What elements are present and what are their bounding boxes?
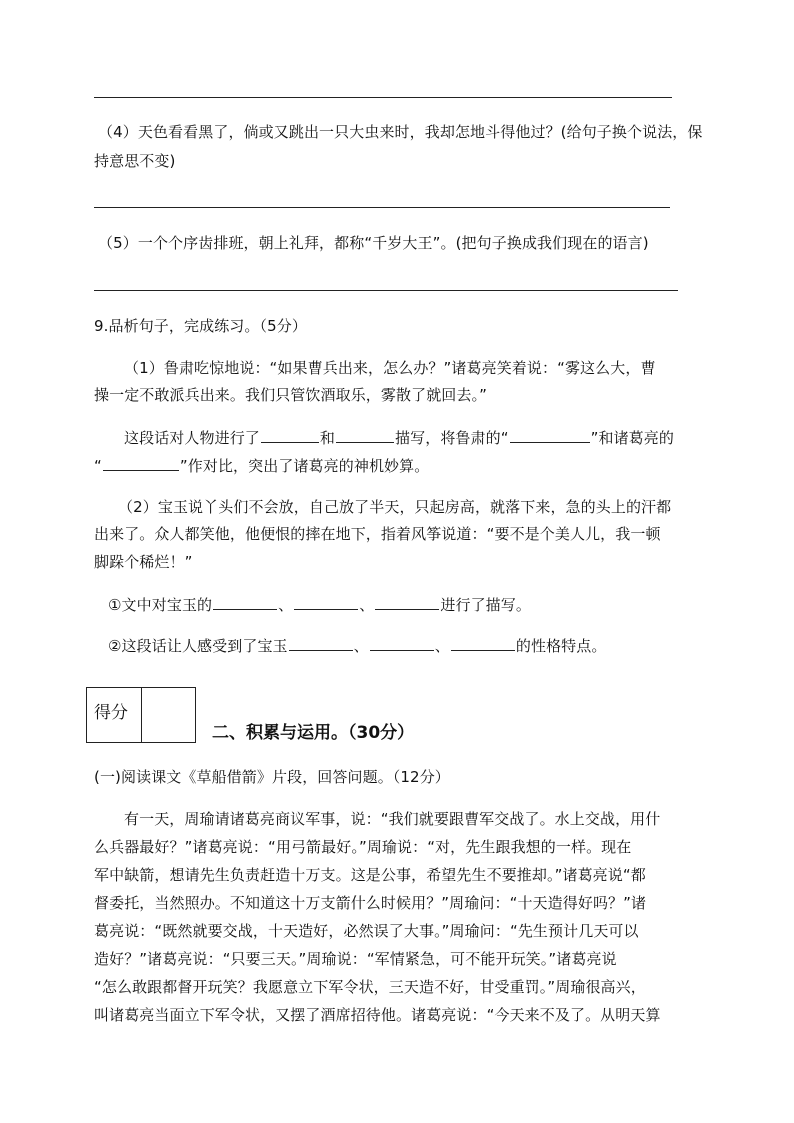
blank-baoyu-trait-1[interactable] (289, 634, 353, 651)
q9-p2-line2: 出来了。众人都笑他，他便恨的摔在地下，指着风筝说道：“要不是个美人儿，我一顿 (94, 525, 661, 543)
blank-description-2[interactable] (336, 426, 394, 443)
q9-heading: 9.品析句子，完成练习。（5分） (94, 317, 307, 335)
q9-sub2-text: ②这段话让人感受到了宝玉 (108, 637, 288, 655)
sep: 、 (434, 637, 450, 655)
q8-item4-line1: （4）天色看看黑了，倘或又跳出一只大虫来时，我却怎地斗得他过？(给句子换个说法，保 (98, 123, 703, 141)
passage-line-7: “怎么敢跟都督开玩笑？我愿意立下军令状，三天造不好，甘受重罚。”周瑜很高兴， (94, 978, 646, 996)
q9-p2-line3: 脚跺个稀烂！” (94, 553, 193, 571)
q9-sub2-end: 的性格特点。 (515, 637, 607, 655)
passage-line-8: 叫诸葛亮当面立下军令状，又摆了酒席招待他。诸葛亮说：“今天来不及了。从明天算 (94, 1006, 661, 1024)
passage-line-5: 葛亮说：“既然就要交战，十天造好，必然误了大事。”周瑜问：“先生预计几天可以 (94, 922, 639, 940)
q9-sub1 (108, 593, 531, 616)
q8-item4-line2: 持意思不变) (94, 152, 176, 170)
blank-zhugeliang-trait[interactable] (103, 454, 179, 471)
score-box (86, 687, 196, 743)
score-divider (141, 688, 142, 742)
sep: 、 (278, 596, 294, 614)
answer-line-4 (94, 207, 670, 208)
score-label: 得分 (94, 703, 128, 723)
sep: 、 (359, 596, 375, 614)
section2-sub-heading: (一)阅读课文《草船借箭》片段，回答问题。（12分） (94, 768, 450, 786)
blank-baoyu-desc-2[interactable] (294, 593, 358, 610)
q9-sub2 (108, 634, 606, 657)
q9-sub1-end: 进行了描写。 (440, 596, 531, 614)
blank-baoyu-trait-3[interactable] (451, 634, 515, 651)
q9-fill1-line2 (94, 454, 429, 477)
q9-p1-line1: （1）鲁肃吃惊地说：“如果曹兵出来，怎么办？”诸葛亮笑着说：“雾这么大，曹 (124, 359, 656, 377)
sep: 、 (353, 637, 369, 655)
q9-p1-line2: 操一定不敢派兵出来。我们只管饮酒取乐，雾散了就回去。” (94, 386, 487, 404)
q9-fill1-text-c: 描写，将鲁肃的“ (395, 429, 509, 447)
blank-baoyu-desc-3[interactable] (375, 593, 439, 610)
answer-line-5 (94, 290, 678, 291)
q9-fill1-text-a: 这段话对人物进行了 (124, 429, 260, 447)
q9-fill1-line1 (124, 426, 674, 449)
passage-line-2: 么兵器最好？”诸葛亮说：“用弓箭最好。”周瑜说：“对，先生跟我想的一样。现在 (94, 838, 632, 856)
blank-baoyu-trait-2[interactable] (370, 634, 434, 651)
q9-fill1-text-d: ”和诸葛亮的 (590, 429, 674, 447)
q8-item5: （5）一个个序齿排班，朝上礼拜，都称“千岁大王”。(把句子换成我们现在的语言) (98, 234, 649, 252)
passage-line-1: 有一天，周瑜请诸葛亮商议军事，说：“我们就要跟曹军交战了。水上交战，用什 (124, 810, 661, 828)
section2-title: 二、积累与运用。（30分） (212, 723, 415, 743)
q9-sub1-text: ①文中对宝玉的 (108, 596, 213, 614)
q9-p2-line1: （2）宝玉说丫头们不会放，自己放了半天，只起房高，就落下来，急的头上的汗都 (118, 498, 672, 516)
passage-line-4: 督委托，当然照办。不知道这十万支箭什么时候用？”周瑜问：“十天造得好吗？”诸 (94, 894, 647, 912)
blank-description-1[interactable] (261, 426, 319, 443)
blank-baoyu-desc-1[interactable] (213, 593, 277, 610)
q9-fill1-text-f: ”作对比，突出了诸葛亮的神机妙算。 (179, 457, 430, 475)
passage-line-6: 造好？”诸葛亮说：“只要三天。”周瑜说：“军情紧急，可不能开玩笑。”诸葛亮说 (94, 950, 617, 968)
q9-fill1-text-e: “ (94, 457, 102, 475)
passage-line-3: 军中缺箭，想请先生负责赶造十万支。这是公事，希望先生不要推却。”诸葛亮说“都 (94, 866, 646, 884)
blank-lusu-trait[interactable] (510, 426, 590, 443)
answer-line-3 (94, 97, 672, 98)
q9-fill1-text-b: 和 (319, 429, 336, 447)
